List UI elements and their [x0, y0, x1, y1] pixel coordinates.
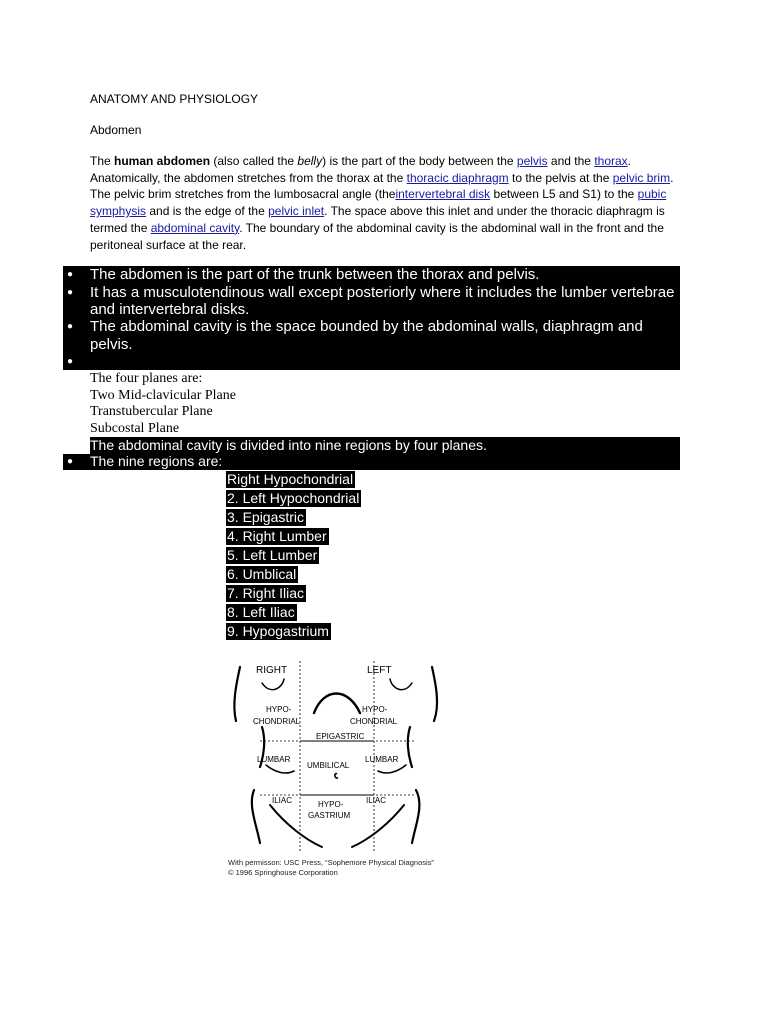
- bullet-icon: ●: [67, 321, 74, 332]
- fig-label-hypochondrial-right: CHONDRIAL: [253, 717, 301, 726]
- planes-heading: The four planes are:: [90, 371, 203, 386]
- bold-term: human abdomen: [114, 154, 211, 168]
- fig-label-lumbar-left: LUMBAR: [365, 755, 399, 764]
- intro-text: and the: [547, 154, 595, 168]
- region-item: 2. Left Hypochondrial: [227, 490, 360, 506]
- intro-text: . The boundary of the abdominal cavity is the abdominal wall in the front and the peritoneal surface at the rear.: [90, 220, 664, 252]
- intro-text: The: [90, 154, 115, 168]
- document-title: ANATOMY AND PHYSIOLOGY: [90, 92, 259, 106]
- bullet-icon: ●: [67, 356, 74, 367]
- abdomen-regions-figure: [226, 655, 452, 855]
- italic-term: belly: [297, 154, 323, 168]
- bullet-item-3-cont: pelvis.: [90, 336, 133, 353]
- section-heading: Abdomen: [90, 123, 142, 137]
- fig-label-hypochondrial-left: CHONDRIAL: [350, 717, 398, 726]
- navel-mark: [335, 774, 338, 778]
- intro-text: and is the edge of the: [146, 204, 269, 219]
- division-text: The abdominal cavity is divided into nine regions by four planes.: [90, 437, 487, 453]
- intro-text: . The space above this inlet and under the thoracic diaphragm is termed the: [90, 204, 665, 235]
- fig-label-epigastric: EPIGASTRIC: [316, 732, 365, 741]
- region-item: 9. Hypogastrium: [227, 623, 329, 639]
- bullet-item-2-cont: and intervertebral disks.: [90, 301, 250, 318]
- fig-label-hypogastrium: GASTRIUM: [308, 811, 351, 820]
- bullet-icon: ●: [67, 287, 74, 298]
- chest-line: [390, 679, 412, 690]
- torso-outline: [252, 790, 260, 843]
- figure-caption: [228, 858, 434, 878]
- link-abdominal-cavity[interactable]: abdominal cavity: [150, 220, 240, 235]
- rib-line: [266, 765, 294, 773]
- bullet-item-3: The abdominal cavity is the space bounded by the abdominal walls, diaphragm and: [90, 318, 643, 335]
- region-item: 8. Left Iliac: [227, 604, 295, 620]
- link-pelvic-brim[interactable]: pelvic brim: [612, 170, 671, 185]
- link-pelvic-inlet[interactable]: pelvic inlet: [268, 204, 325, 219]
- region-item: 5. Left Lumber: [227, 547, 318, 563]
- region-item: 3. Epigastric: [227, 509, 305, 525]
- link-thoracic-diaphragm[interactable]: thoracic diaphragm: [406, 170, 509, 185]
- fig-label-iliac-left: ILIAC: [366, 796, 387, 805]
- fig-label-left: LEFT: [367, 665, 392, 676]
- rib-line: [378, 765, 406, 773]
- intro-text: between L5 and S1) to the: [490, 187, 638, 202]
- rib-arch: [314, 694, 360, 714]
- caption-line: © 1996 Springhouse Corporation: [228, 868, 338, 877]
- intro-text: . The pelvic brim stretches from the lumbosacral angle (the: [90, 170, 674, 202]
- intro-paragraph: [90, 153, 680, 253]
- intro-text: to the pelvis at the: [508, 170, 613, 185]
- region-item: 7. Right Iliac: [227, 585, 305, 601]
- plane-item: Transtubercular Plane: [90, 404, 213, 419]
- link-pubic-symphysis[interactable]: pubic symphysis: [90, 187, 667, 219]
- torso-outline: [412, 790, 419, 843]
- bullet-item-2: It has a musculotendinous wall except posteriorly where it includes the lumber vertebrae: [90, 284, 675, 301]
- link-pelvis[interactable]: pelvis: [516, 154, 548, 168]
- intro-text: ) is the part of the body between the: [322, 154, 517, 168]
- torso-outline: [432, 667, 437, 721]
- caption-line: With permisson: USC Press, “Sophemore Physical Diagnosis”: [228, 858, 434, 867]
- plane-item: Subcostal Plane: [90, 420, 180, 436]
- fig-label-hypogastrium: HYPO-: [318, 800, 344, 809]
- fig-label-right: RIGHT: [256, 665, 288, 676]
- link-intervertebral-disk[interactable]: intervertebral disk: [395, 187, 491, 202]
- fig-label-umbilical: UMBILICAL: [307, 761, 350, 770]
- fig-label-lumbar-right: LUMBAR: [257, 755, 291, 764]
- chest-line: [262, 679, 284, 690]
- fig-label-hypochondrial-right: HYPO-: [266, 705, 292, 714]
- fig-label-hypochondrial-left: HYPO-: [362, 705, 388, 714]
- intro-text: (also called the: [210, 154, 298, 168]
- groin-line: [352, 805, 404, 847]
- intro-text: . Anatomically, the abdomen stretches from the thorax at the: [90, 154, 632, 185]
- planes-list: [90, 371, 236, 437]
- region-item: 4. Right Lumber: [227, 528, 327, 544]
- plane-item: Two Mid-clavicular Plane: [90, 387, 236, 403]
- link-thorax[interactable]: thorax: [594, 154, 628, 168]
- torso-outline: [408, 727, 412, 767]
- region-item: Right Hypochondrial: [227, 471, 354, 487]
- torso-outline: [234, 667, 240, 721]
- region-item: 6. Umblical: [227, 566, 297, 582]
- bullet-icon: ●: [67, 456, 74, 467]
- fig-label-iliac-right: ILIAC: [272, 796, 293, 805]
- bullet-item-1: The abdomen is the part of the trunk between the thorax and pelvis.: [90, 266, 540, 283]
- bullet-icon: ●: [67, 269, 74, 280]
- regions-heading: The nine regions are:: [90, 453, 223, 469]
